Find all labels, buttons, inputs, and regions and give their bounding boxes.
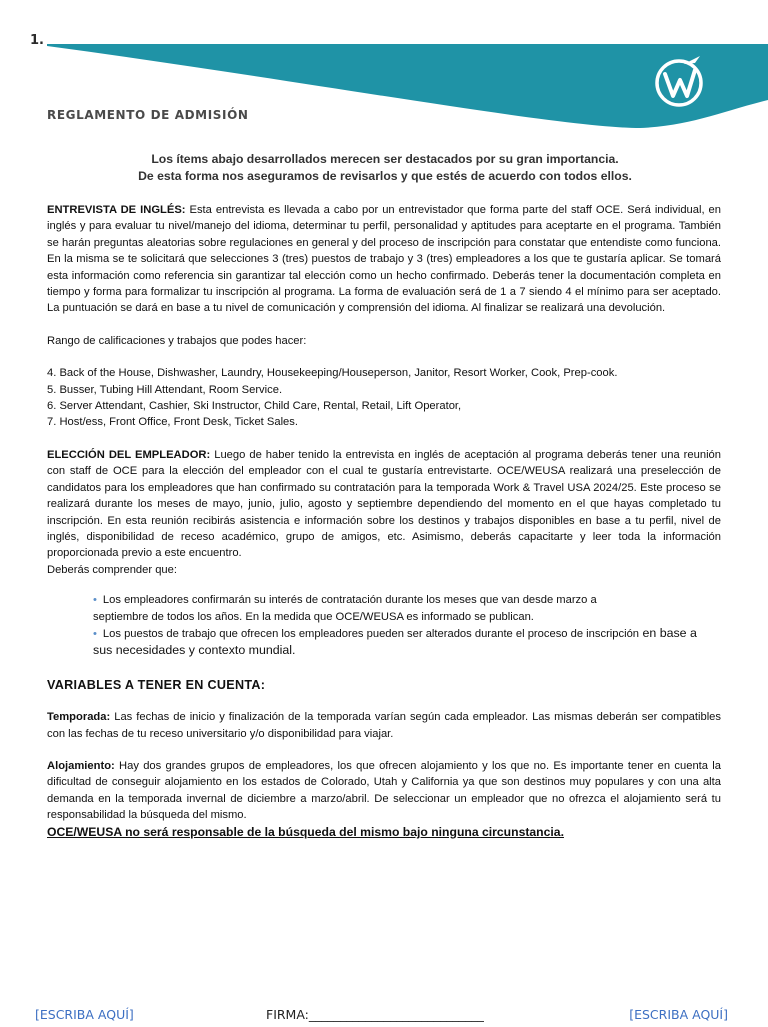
bullet-1-line-1: Los empleadores confirmarán su interés de contratación durante los meses que van desde marzo a [102, 594, 597, 607]
entrevista-paragraph [47, 202, 721, 317]
alojamiento-text: Hay dos grandes grupos de empleadores, los que ofrecen alojamiento y los que no. Es importante tener en cuenta la dificultad de conseguir alojamiento en los estados de Colorado, Utah y California ya que son destinos muy populares y con una alta demanda en la temporada invernal de diciembre a marzo/abril. De seleccionar un empleador que no ofrezca el alojamiento será tu responsabilidad la búsqueda del mismo. [47, 759, 721, 822]
bullet-icon: • [93, 627, 97, 640]
list-item: 7. Host/ess, Front Office, Front Desk, Ticket Sales. [47, 416, 298, 429]
responsibility-notice: OCE/WEUSA no será responsable de la búsqueda del mismo bajo ninguna circunstancia. [47, 824, 564, 839]
rango-list [47, 365, 721, 431]
temporada-paragraph [47, 709, 721, 742]
bullet-item [93, 592, 721, 608]
bullet-icon: • [93, 594, 97, 607]
bullet-2-line-1-tail: en base a [639, 625, 697, 640]
list-item: 6. Server Attendant, Cashier, Ski Instructor, Child Care, Rental, Retail, Lift Operator, [47, 400, 462, 413]
bullet-2-line-1: Los puestos de trabajo que ofrecen los empleadores pueden ser alterados durante el proceso de inscripción [102, 627, 640, 640]
bullet-item [93, 625, 721, 642]
escriba-aqui-left-field[interactable]: [ESCRIBA AQUÍ] [35, 1007, 134, 1022]
temporada-label: Temporada: [47, 711, 111, 724]
list-item: 4. Back of the House, Dishwasher, Laundry, Housekeeping/Houseperson, Janitor, Resort Worker, Cook, Prep-cook. [47, 367, 618, 380]
page-number: 1. [30, 33, 44, 48]
intro-line-1: Los ítems abajo desarrollados merecen ser destacados por su gran importancia. [151, 152, 619, 166]
alojamiento-paragraph [47, 758, 721, 824]
eleccion-paragraph [47, 447, 721, 562]
list-item: 5. Busser, Tubing Hill Attendant, Room Service. [47, 383, 283, 396]
eleccion-label: ELECCIÓN DEL EMPLEADOR: [47, 448, 211, 461]
alojamiento-label: Alojamiento: [47, 759, 115, 772]
body-content [47, 202, 721, 840]
firma-field[interactable]: FIRMA:____________________________ [266, 1007, 484, 1022]
comprender-line: Deberás comprender que: [47, 563, 177, 576]
entrevista-text: Esta entrevista es llevada a cabo por un entrevistador que forma parte del staff OCE. Será individual, en inglés y para evaluar tu nivel/manejo del idioma, determinar tu perfil, personalidad y aptitudes para aceptarte en el programa. También se harán preguntas aleatorias sobre regulaciones en general y del proceso de inscripción para constatar que entendiste como funciona. En la misma se te solicitará que selecciones 3 (tres) puestos de trabajo y 3 (tres) empleadores a los que te gustaría aplicar. Se tomará esta información como referencia sin garantizar tal elección como un hecho confirmado. Deberás tener la documentación completa en tiempo y forma para formalizar tu inscripción al programa. La forma de evaluación será de 1 a 7 siendo 4 el mínimo para ser aceptado. La puntuación se dará en base a tu nivel de comunicación y comprensión del idioma. Al finalizar se realizará una devolución. [47, 204, 722, 315]
footer [0, 1007, 768, 1027]
eleccion-text: Luego de haber tenido la entrevista en inglés de aceptación al programa deberás tener una reunión con staff de OCE para la elección del empleador con el cual te gustaría entrevistarte. OCE/WEUSA realizará una preselección de candidatos para los empleadores que han confirmado su contratación para la temporada Work & Travel USA 2024/25. Este proceso se realizará durante los meses de mayo, junio, julio, agosto y septiembre dependiendo del momento en el que hayas completado tu inscripción. En esta reunión recibirás asistencia e información sobre los destinos y trabajos disponibles en base a tu perfil, nivel de inglés, disponibilidad de receso académico, grupo de amigos, etc. Asimismo, deberás capacitarte y leer toda la información proporcionada previo a este encuentro. [47, 448, 722, 560]
page-title: REGLAMENTO DE ADMISIÓN [47, 108, 249, 122]
variables-heading: VARIABLES A TENER EN CUENTA: [47, 677, 266, 692]
escriba-aqui-right-field[interactable]: [ESCRIBA AQUÍ] [629, 1007, 728, 1022]
bullet-1-line-2: septiembre de todos los años. En la medida que OCE/WEUSA es informado se publican. [93, 610, 534, 623]
rango-heading: Rango de calificaciones y trabajos que podes hacer: [47, 334, 307, 347]
intro-block [60, 151, 710, 185]
intro-line-2: De esta forma nos aseguramos de revisarlos y que estés de acuerdo con todos ellos. [138, 169, 632, 183]
bullet-2-line-2: sus necesidades y contexto mundial. [93, 643, 296, 658]
bullet-list [47, 592, 721, 659]
entrevista-label: ENTREVISTA DE INGLÉS: [47, 204, 186, 216]
temporada-text: Las fechas de inicio y finalización de la temporada varían según cada empleador. Las mismas deberán ser compatibles con las fechas de tu receso universitario y/o disponibilidad para viajar. [47, 711, 721, 740]
